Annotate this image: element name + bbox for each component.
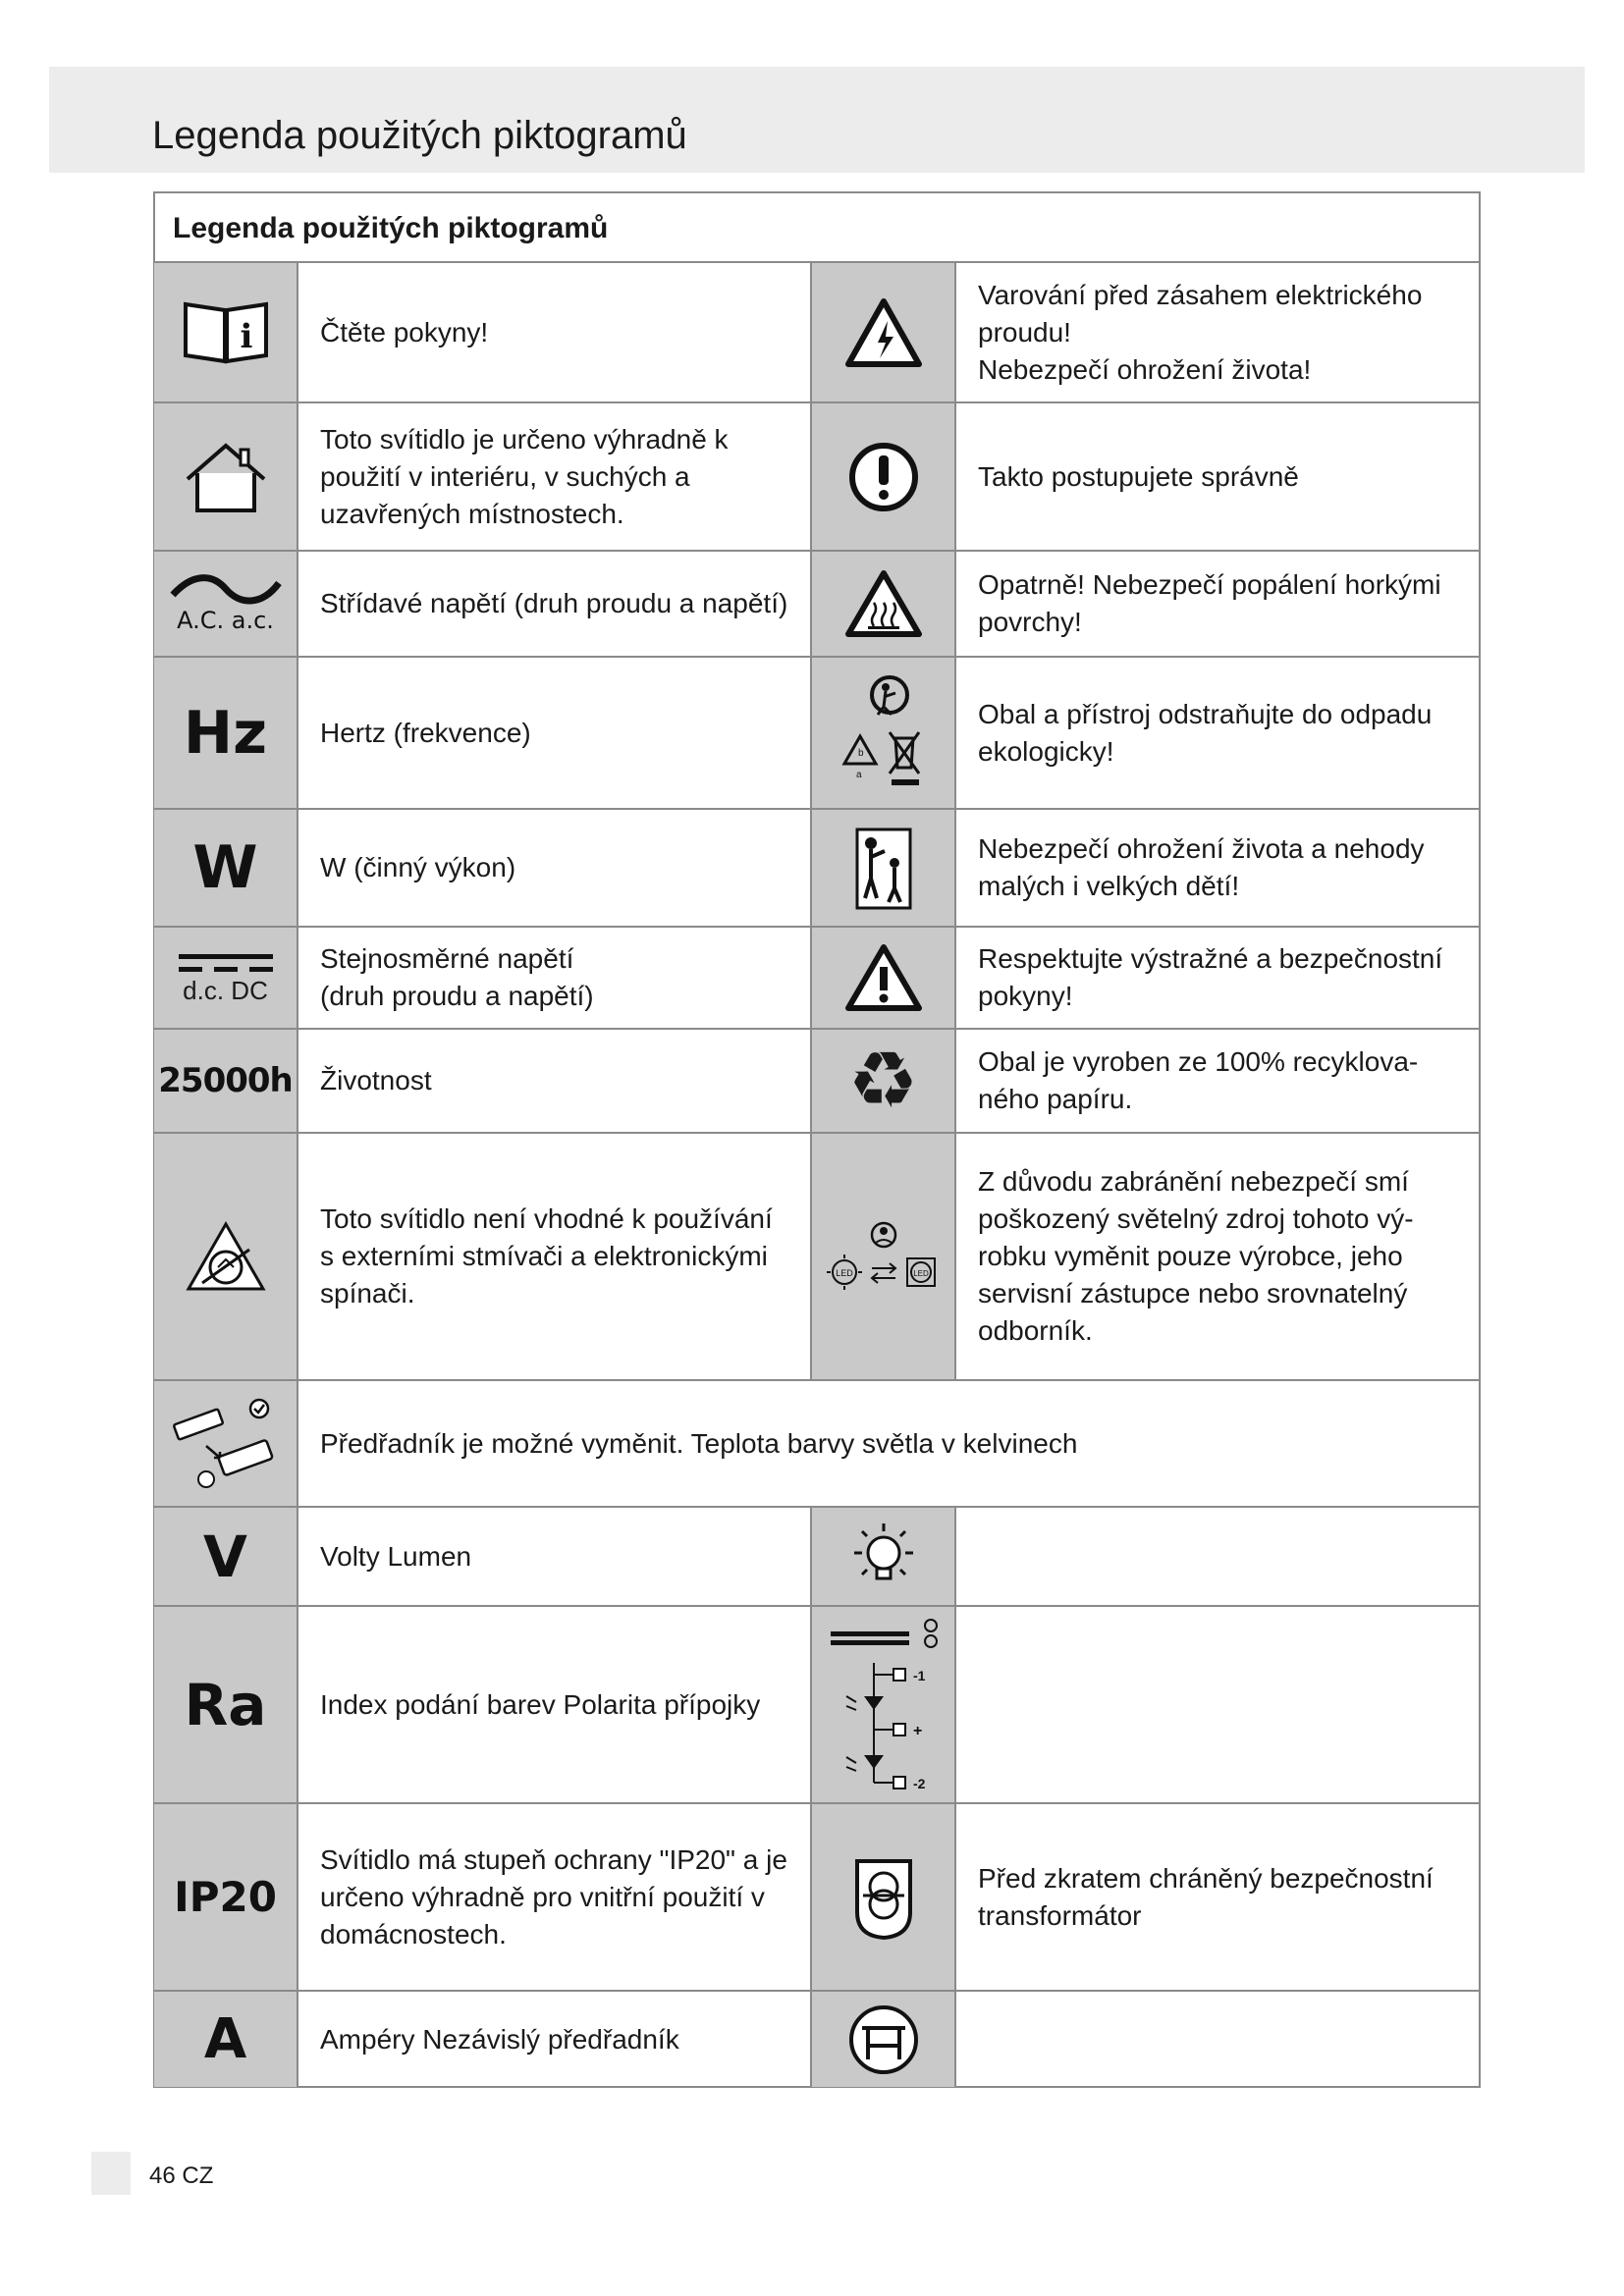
legend-text: Svítidlo má stupeň ochrany "IP20" a je určeno výhradně pro vnitřní použití v domácnostech.: [298, 1804, 812, 1990]
no-dimmer-icon: [154, 1134, 298, 1379]
lifetime-icon: [154, 1030, 298, 1132]
a-symbol: A: [203, 2007, 247, 2071]
direct-current-icon: [154, 928, 298, 1028]
recycle-glyph: ♻: [847, 1035, 919, 1126]
legend-text: W (činný výkon): [298, 810, 812, 926]
dc-symbol-label: d.c. DC: [183, 975, 268, 1005]
legend-text: Takto postupujete správně: [978, 460, 1299, 492]
eco-disposal-icon: [812, 658, 956, 808]
polarity-label-neg2: -2: [912, 1775, 925, 1791]
table-row: [154, 1802, 1480, 1990]
ip20-symbol: IP20: [174, 1873, 277, 1921]
polarity-label-neg1: -1: [912, 1667, 925, 1683]
independent-ballast-icon: [812, 1992, 956, 2087]
svg-text:a: a: [855, 769, 862, 780]
indoor-house-icon: [154, 403, 298, 550]
legend-text: Toto svítidlo není vhodné k používání s externími stmívači a elektronickými spínači.: [298, 1134, 812, 1379]
legend-text: Před zkratem chráněný bezpečnostní transformátor: [978, 1862, 1434, 1931]
svg-text:b: b: [857, 747, 864, 759]
ac-symbol-label: A.C. a.c.: [177, 607, 274, 634]
hot-surface-warning-icon: [812, 552, 956, 656]
child-danger-icon: [812, 810, 956, 926]
table-row: [154, 1990, 1480, 2087]
ip20-icon: [154, 1804, 298, 1990]
legend-text: [956, 1607, 1480, 1802]
polarity-icon: [812, 1607, 956, 1802]
polarity-label-plus: +: [912, 1722, 922, 1739]
legend-text: Stejnosměrné napětí (druh proudu a napětí): [298, 928, 812, 1028]
table-row: [154, 808, 1480, 926]
footer-marker: [91, 2152, 131, 2195]
table-row: [154, 656, 1480, 808]
page-title: Legenda použitých piktogramů: [152, 114, 687, 157]
legend-text-wide: Předřadník je možné vyměnit. Teplota barvy světla v kelvinech: [320, 1427, 1078, 1459]
legend-text: Index podání barev Polarita přípojky: [298, 1607, 812, 1802]
svg-text:LED: LED: [912, 1269, 929, 1278]
legend-text: Čtěte pokyny!: [298, 263, 812, 401]
watt-icon: [154, 810, 298, 926]
ra-icon: [154, 1607, 298, 1802]
led-replace-icon: [812, 1134, 956, 1379]
legend-title: Legenda použitých piktogramů: [173, 212, 609, 244]
page-number: 46 CZ: [149, 2163, 214, 2189]
legend-text: Životnost: [298, 1030, 812, 1132]
legend-text: Nebezpečí ohrožení života a nehody malých i velkých dětí!: [978, 833, 1425, 901]
legend-text: [956, 1508, 1480, 1605]
safety-warning-icon: [812, 928, 956, 1028]
hz-symbol: Hz: [183, 698, 268, 768]
v-symbol: V: [203, 1522, 247, 1590]
hertz-icon: [154, 658, 298, 808]
legend-text: [956, 1992, 1480, 2087]
table-row: [154, 1379, 1480, 1506]
alternating-current-icon: [154, 552, 298, 656]
legend-text: Opatrně! Nebezpečí popálení horkými povrchy!: [978, 569, 1441, 637]
legend-text: Obal je vyroben ze 100% recyklova- ného papíru.: [978, 1046, 1419, 1114]
legend-text: Z důvodu zabránění nebezpečí smí poškozený světelný zdroj tohoto vý- robku vyměnit pouze výrobce, jeho servisní zástupce nebo srovnatelný odborník.: [978, 1166, 1414, 1346]
electric-shock-warning-icon: [812, 263, 956, 401]
table-row: [154, 1028, 1480, 1132]
legend-text: Střídavé napětí (druh proudu a napětí): [298, 552, 812, 656]
ra-symbol: Ra: [184, 1671, 267, 1738]
table-row: [154, 261, 1480, 401]
read-instructions-icon: [154, 263, 298, 401]
table-row: [154, 1132, 1480, 1379]
legend-text: Toto svítidlo je určeno výhradně k použití v interiéru, v suchých a uzavřených místnostech.: [298, 403, 812, 550]
svg-text:LED: LED: [835, 1268, 853, 1278]
svg-text:i: i: [240, 316, 252, 356]
table-row: [154, 926, 1480, 1028]
ampere-icon: [154, 1992, 298, 2087]
legend-text: Hertz (frekvence): [298, 658, 812, 808]
legend-text: Varování před zásahem elektrického proudu! Nebezpečí ohrožení života!: [978, 279, 1423, 385]
exclamation-circle-icon: [812, 403, 956, 550]
w-symbol: W: [192, 833, 258, 902]
volt-icon: [154, 1508, 298, 1605]
safety-transformer-icon: [812, 1804, 956, 1990]
table-row: [154, 401, 1480, 550]
table-row: [154, 550, 1480, 656]
legend-text: Respektujte výstražné a bezpečnostní pokyny!: [978, 943, 1443, 1011]
recycle-icon: [812, 1030, 956, 1132]
table-row: [154, 1605, 1480, 1802]
legend-text: Volty Lumen: [298, 1508, 812, 1605]
lifetime-symbol: 25000h: [158, 1061, 293, 1100]
legend-text: Ampéry Nezávislý předřadník: [298, 1992, 812, 2087]
ballast-replace-icon: [154, 1381, 298, 1506]
legend-text: Obal a přístroj odstraňujte do odpadu ekologicky!: [978, 698, 1433, 767]
lumen-bulb-icon: [812, 1508, 956, 1605]
table-row: [154, 1506, 1480, 1605]
